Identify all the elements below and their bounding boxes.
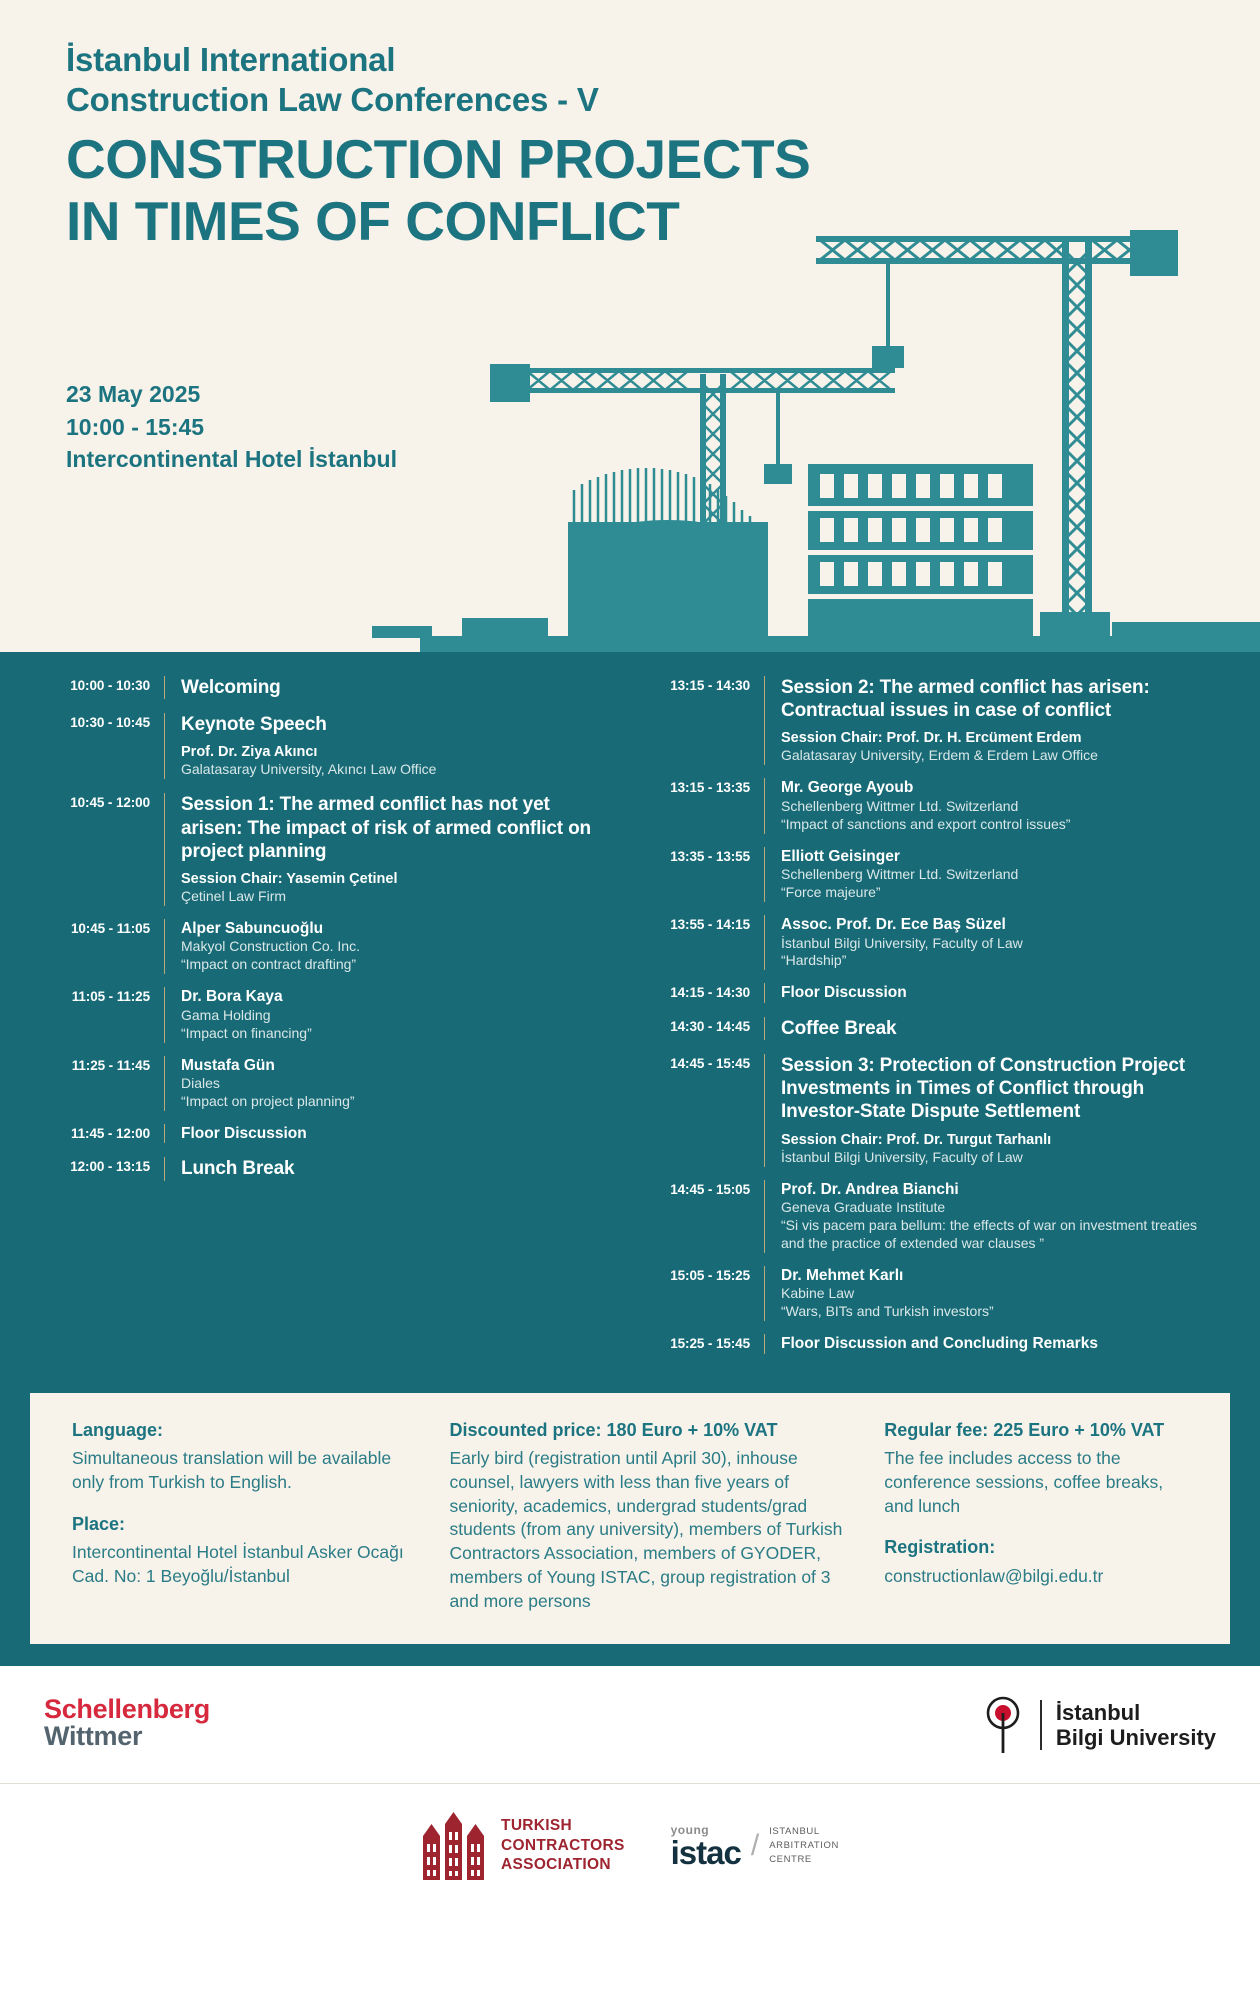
row-title: Keynote Speech — [181, 714, 327, 736]
bilgi-line1: İstanbul — [1055, 1699, 1141, 1725]
row-content — [165, 987, 616, 1042]
session-chair: Session Chair: Prof. Dr. H. Ercüment Erdem — [781, 730, 1082, 747]
schellenberg-wittmer-logo — [44, 1693, 210, 1752]
language-heading: Language: — [72, 1419, 164, 1440]
row-content — [165, 1157, 616, 1180]
speaker-affiliation: Kabine Law — [781, 1285, 855, 1302]
row-content — [765, 1334, 1216, 1354]
talk-title: “Wars, BITs and Turkish investors” — [781, 1303, 994, 1320]
page-title — [66, 129, 810, 252]
session-title: Session 1: The armed conflict has not yet arisen: The impact of risk of armed conflict on project planning — [181, 794, 591, 862]
eyebrow-line-1: İstanbul International — [66, 41, 396, 78]
row-content — [165, 1056, 616, 1111]
schedule-row — [44, 919, 616, 974]
schedule-row — [644, 847, 1216, 902]
speaker-affiliation: Geneva Graduate Institute — [781, 1199, 946, 1216]
row-content — [765, 983, 1216, 1003]
regular-fee-body: The fee includes access to the conference sessions, coffee breaks, and lunch — [884, 1448, 1164, 1516]
hero-section — [0, 0, 1260, 652]
row-time: 14:30 - 14:45 — [670, 1018, 750, 1034]
row-content — [765, 915, 1216, 970]
info-panel — [30, 1393, 1230, 1644]
schedule-row — [644, 778, 1216, 833]
schedule-row — [644, 983, 1216, 1003]
schedule-row — [44, 1157, 616, 1180]
talk-title: “Impact of sanctions and export control issues” — [781, 815, 1071, 832]
row-title: Lunch Break — [181, 1158, 295, 1180]
speaker-affiliation: İstanbul Bilgi University, Faculty of Law — [781, 934, 1023, 951]
row-time: 10:00 - 10:30 — [70, 678, 150, 693]
row-time: 11:25 - 11:45 — [71, 1057, 150, 1073]
info-column-regular-registration — [870, 1419, 1202, 1614]
hero-text-block — [66, 40, 810, 252]
istac-sub2: ARBITRATION — [769, 1839, 839, 1851]
session-title: Session 3: Protection of Construction Project Investments in Times of Conflict through Investor-State Dispute Settlement — [781, 1055, 1185, 1123]
spacer — [72, 1495, 422, 1513]
info-column-discount — [436, 1419, 871, 1614]
title-line-2: IN TIMES OF CONFLICT — [66, 189, 680, 252]
row-title: Welcoming — [181, 677, 281, 698]
talk-title: “Si vis pacem para bellum: the effects of war on investment treaties and the practice of extended war clauses ” — [781, 1217, 1198, 1251]
row-content — [165, 676, 616, 699]
speaker-name: Alper Sabuncuoğlu — [181, 919, 324, 937]
tca-building-icon — [421, 1810, 487, 1882]
sponsor-band-secondary — [0, 1784, 1260, 1944]
schedule-row — [44, 1124, 616, 1144]
tca-line3: ASSOCIATION — [501, 1856, 611, 1874]
row-content — [765, 1180, 1216, 1253]
registration-heading: Registration: — [884, 1537, 996, 1558]
schedule-row — [644, 1054, 1216, 1167]
bilgi-pin-icon — [980, 1696, 1026, 1754]
schedule-row — [644, 1266, 1216, 1321]
row-time: 14:15 - 14:30 — [670, 985, 750, 1001]
schedule-row — [644, 1017, 1216, 1040]
young-istac-logo — [670, 1822, 839, 1871]
discount-body: Early bird (registration until April 30), inhouse counsel, lawyers with less than five years of seniority, academics, undergrad students/grad students (from any university), members of Turkish Contractors Association, members of GYODER, members of Young ISTAC, group registration of 3 and more persons — [449, 1448, 843, 1611]
row-content — [765, 778, 1216, 833]
row-time: 10:45 - 12:00 — [70, 795, 150, 811]
row-time: 10:30 - 10:45 — [70, 715, 150, 731]
row-content — [765, 1266, 1216, 1321]
session-title: Session 2: The armed conflict has arisen: Contractual issues in case of conflict — [781, 677, 1150, 722]
talk-title: “Hardship” — [781, 952, 847, 969]
row-content — [765, 847, 1216, 902]
schedule-row — [44, 987, 616, 1042]
eyebrow-line-2: Construction Law Conferences - V — [66, 80, 599, 118]
tca-line1: TURKISH — [501, 1817, 573, 1835]
istac-young-label: young — [670, 1822, 710, 1837]
row-content — [765, 1054, 1216, 1167]
schedule-row — [644, 1334, 1216, 1354]
event-venue: Intercontinental Hotel İstanbul — [66, 446, 397, 473]
speaker-affiliation: Schellenberg Wittmer Ltd. Switzerland — [781, 797, 1019, 814]
event-time: 10:00 - 15:45 — [66, 413, 205, 440]
schedule-row — [44, 1056, 616, 1111]
place-body: Intercontinental Hotel İstanbul Asker Ocağı Cad. No: 1 Beyoğlu/İstanbul — [72, 1542, 404, 1586]
speaker-affiliation: Diales — [181, 1075, 220, 1092]
row-content — [165, 713, 616, 779]
discount-heading: Discounted price: 180 Euro + 10% VAT — [449, 1419, 778, 1440]
row-time: 11:45 - 12:00 — [70, 1125, 150, 1141]
info-panel-wrapper — [0, 1393, 1260, 1666]
row-content — [765, 1017, 1216, 1040]
turkish-contractors-association-logo — [421, 1810, 625, 1882]
session-chair-affiliation: Galatasaray University, Erdem & Erdem Law Office — [781, 747, 1098, 764]
row-time: 13:15 - 13:35 — [670, 780, 750, 796]
istac-sub3: CENTRE — [769, 1853, 812, 1865]
talk-title: “Impact on contract drafting” — [181, 956, 357, 973]
tca-line2: CONTRACTORS — [501, 1836, 625, 1854]
tca-wordmark — [501, 1816, 625, 1875]
session-chair: Session Chair: Prof. Dr. Turgut Tarhanlı — [781, 1131, 1052, 1148]
spacer — [884, 1518, 1188, 1536]
row-content — [165, 919, 616, 974]
schedule-column-morning — [30, 676, 630, 1367]
bilgi-line2: Bilgi University — [1055, 1724, 1216, 1750]
row-time: 13:15 - 14:30 — [670, 678, 750, 693]
row-content — [165, 1124, 616, 1144]
row-content — [165, 793, 616, 906]
session-chair-affiliation: Çetinel Law Firm — [181, 888, 287, 905]
row-time: 15:05 - 15:25 — [670, 1267, 750, 1283]
schedule-column-afternoon — [630, 676, 1230, 1367]
speaker-name: Prof. Dr. Ziya Akıncı — [181, 744, 318, 761]
row-title: Floor Discussion — [181, 1124, 307, 1142]
session-chair-affiliation: İstanbul Bilgi University, Faculty of Law — [781, 1148, 1023, 1165]
row-content — [765, 676, 1216, 765]
schedule-row — [44, 713, 616, 779]
schedule-row — [644, 915, 1216, 970]
istac-word: istac — [670, 1833, 741, 1871]
speaker-affiliation: Gama Holding — [181, 1006, 271, 1023]
speaker-name: Assoc. Prof. Dr. Ece Baş Süzel — [781, 916, 1006, 934]
sponsor-logos-row — [0, 1810, 1260, 1882]
speaker-affiliation: Makyol Construction Co. Inc. — [181, 938, 360, 955]
bilgi-university-logo — [980, 1696, 1216, 1754]
schedule-row — [44, 676, 616, 699]
speaker-name: Prof. Dr. Andrea Bianchi — [781, 1180, 959, 1198]
istac-wordmark — [670, 1822, 741, 1871]
talk-title: “Force majeure” — [781, 884, 881, 901]
istac-divider: / — [750, 1828, 760, 1862]
registration-email-link[interactable]: constructionlaw@bilgi.edu.tr — [884, 1565, 1104, 1586]
schedule-section — [0, 652, 1260, 1393]
title-line-1: CONSTRUCTION PROJECTS — [66, 128, 811, 191]
row-title: Floor Discussion and Concluding Remarks — [781, 1335, 1098, 1353]
speaker-name: Dr. Mehmet Karlı — [781, 1266, 904, 1284]
row-time: 11:05 - 11:25 — [71, 989, 150, 1005]
row-time: 15:25 - 15:45 — [670, 1336, 750, 1352]
event-details — [66, 378, 397, 476]
conference-series-name — [66, 40, 810, 119]
language-body: Simultaneous translation will be available only from Turkish to English. — [72, 1448, 392, 1492]
schedule-row — [44, 793, 616, 906]
row-time: 13:35 - 13:55 — [670, 848, 750, 864]
speaker-affiliation: Galatasaray University, Akıncı Law Office — [181, 761, 437, 778]
speaker-name: Elliott Geisinger — [781, 847, 900, 865]
schellenberg-wordmark-line2: Wittmer — [44, 1721, 143, 1752]
row-time: 13:55 - 14:15 — [670, 917, 750, 933]
speaker-name: Mr. George Ayoub — [781, 779, 914, 797]
schedule-row — [644, 676, 1216, 765]
place-heading: Place: — [72, 1513, 126, 1534]
row-title: Coffee Break — [781, 1017, 897, 1039]
schellenberg-wordmark-line1: Schellenberg — [44, 1693, 210, 1724]
talk-title: “Impact on project planning” — [181, 1093, 355, 1109]
talk-title: “Impact on financing” — [181, 1024, 312, 1041]
event-date: 23 May 2025 — [66, 381, 201, 407]
row-time: 14:45 - 15:05 — [670, 1181, 750, 1197]
istac-sub1: ISTANBUL — [769, 1825, 820, 1837]
sponsor-band-primary — [0, 1666, 1260, 1784]
speaker-name: Dr. Bora Kaya — [181, 988, 283, 1006]
speaker-affiliation: Schellenberg Wittmer Ltd. Switzerland — [781, 866, 1019, 883]
row-time: 10:45 - 11:05 — [70, 920, 150, 936]
speaker-name: Mustafa Gün — [181, 1056, 275, 1074]
schedule-row — [644, 1180, 1216, 1253]
row-title: Floor Discussion — [781, 984, 907, 1002]
info-column-language-place — [58, 1419, 436, 1614]
row-time: 12:00 - 13:15 — [70, 1159, 150, 1175]
istac-subtitle — [769, 1825, 839, 1866]
bilgi-wordmark — [1040, 1700, 1216, 1750]
row-time: 14:45 - 15:45 — [670, 1056, 750, 1072]
regular-fee-heading: Regular fee: 225 Euro + 10% VAT — [884, 1419, 1165, 1440]
session-chair: Session Chair: Yasemin Çetinel — [181, 870, 398, 887]
